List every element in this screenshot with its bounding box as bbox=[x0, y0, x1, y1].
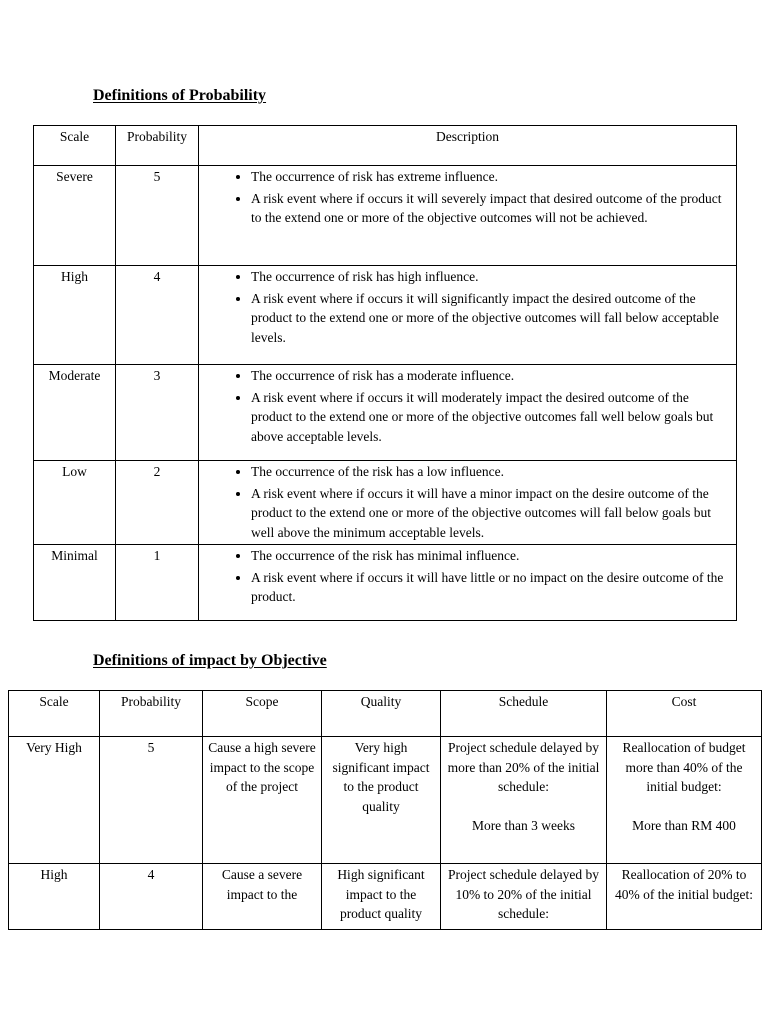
table-row bbox=[34, 166, 737, 266]
header-cost: Cost bbox=[607, 691, 762, 737]
schedule-text: Project schedule delayed by more than 20% of the initial schedule: bbox=[447, 740, 600, 794]
schedule-note: More than 3 weeks bbox=[471, 817, 576, 833]
description-cell bbox=[199, 461, 737, 545]
probability-cell: 5 bbox=[116, 166, 199, 266]
probability-cell: 4 bbox=[100, 864, 203, 930]
table-row bbox=[34, 461, 737, 545]
scale-cell: Very High bbox=[9, 737, 100, 864]
description-cell bbox=[199, 266, 737, 365]
header-scope: Scope bbox=[203, 691, 322, 737]
cost-cell bbox=[607, 737, 762, 864]
quality-cell: High significant impact to the product quality bbox=[322, 864, 441, 930]
description-bullet: • The occurrence of the risk has a low influence. bbox=[251, 462, 730, 482]
description-bullet: • A risk event where if occurs it will have little or no impact on the desire outcome of the product. bbox=[251, 568, 730, 607]
probability-cell: 3 bbox=[116, 365, 199, 461]
description-bullet: • A risk event where if occurs it will severely impact that desired outcome of the product to the extend one or more of the objective outcomes will not be achieved. bbox=[251, 189, 730, 228]
cost-note: More than RM 400 bbox=[632, 817, 736, 833]
table-row bbox=[9, 864, 762, 930]
header-scale: Scale bbox=[34, 126, 116, 166]
header-description: Description bbox=[199, 126, 737, 166]
description-cell bbox=[199, 545, 737, 621]
scale-cell: High bbox=[9, 864, 100, 930]
description-bullet: • A risk event where if occurs it will moderately impact the desired outcome of the product to the extend one or more of the objective outcomes fall well below goals but above acceptable levels. bbox=[251, 388, 730, 447]
quality-cell: Very high significant impact to the product quality bbox=[322, 737, 441, 864]
scope-cell: Cause a high severe impact to the scope of the project bbox=[203, 737, 322, 864]
table-row bbox=[9, 737, 762, 864]
description-bullet: • The occurrence of risk has extreme influence. bbox=[251, 167, 730, 187]
header-probability: Probability bbox=[116, 126, 199, 166]
header-scale: Scale bbox=[9, 691, 100, 737]
description-bullet: • The occurrence of risk has high influence. bbox=[251, 267, 730, 287]
scale-cell: Minimal bbox=[34, 545, 116, 621]
impact-table bbox=[8, 690, 762, 930]
table-header-row bbox=[34, 126, 737, 166]
description-cell bbox=[199, 365, 737, 461]
description-bullet: • A risk event where if occurs it will significantly impact the desired outcome of the product to the extend one or more of the objective outcomes will fall below acceptable levels. bbox=[251, 289, 730, 348]
table-header-row bbox=[9, 691, 762, 737]
scope-cell: Cause a severe impact to the bbox=[203, 864, 322, 930]
schedule-cell: Project schedule delayed by 10% to 20% of the initial schedule: bbox=[441, 864, 607, 930]
probability-cell: 1 bbox=[116, 545, 199, 621]
schedule-cell bbox=[441, 737, 607, 864]
description-bullet: • A risk event where if occurs it will have a minor impact on the desire outcome of the product to the extend one or more of the objective outcomes will fall below goals but well above the minimum acceptable levels. bbox=[251, 484, 730, 543]
cost-text: Reallocation of budget more than 40% of the initial budget: bbox=[622, 740, 746, 794]
scale-cell: Low bbox=[34, 461, 116, 545]
table-row bbox=[34, 266, 737, 365]
probability-cell: 5 bbox=[100, 737, 203, 864]
probability-cell: 4 bbox=[116, 266, 199, 365]
header-quality: Quality bbox=[322, 691, 441, 737]
impact-heading: Definitions of impact by Objective bbox=[93, 652, 327, 669]
scale-cell: Severe bbox=[34, 166, 116, 266]
table-row bbox=[34, 365, 737, 461]
description-bullet: • The occurrence of risk has a moderate influence. bbox=[251, 366, 730, 386]
description-cell bbox=[199, 166, 737, 266]
description-bullet: • The occurrence of the risk has minimal influence. bbox=[251, 546, 730, 566]
probability-cell: 2 bbox=[116, 461, 199, 545]
table-row bbox=[34, 545, 737, 621]
scale-cell: High bbox=[34, 266, 116, 365]
probability-table bbox=[33, 125, 737, 621]
probability-heading: Definitions of Probability bbox=[93, 87, 267, 104]
header-probability: Probability bbox=[100, 691, 203, 737]
scale-cell: Moderate bbox=[34, 365, 116, 461]
cost-cell: Reallocation of 20% to 40% of the initial budget: bbox=[607, 864, 762, 930]
header-schedule: Schedule bbox=[441, 691, 607, 737]
